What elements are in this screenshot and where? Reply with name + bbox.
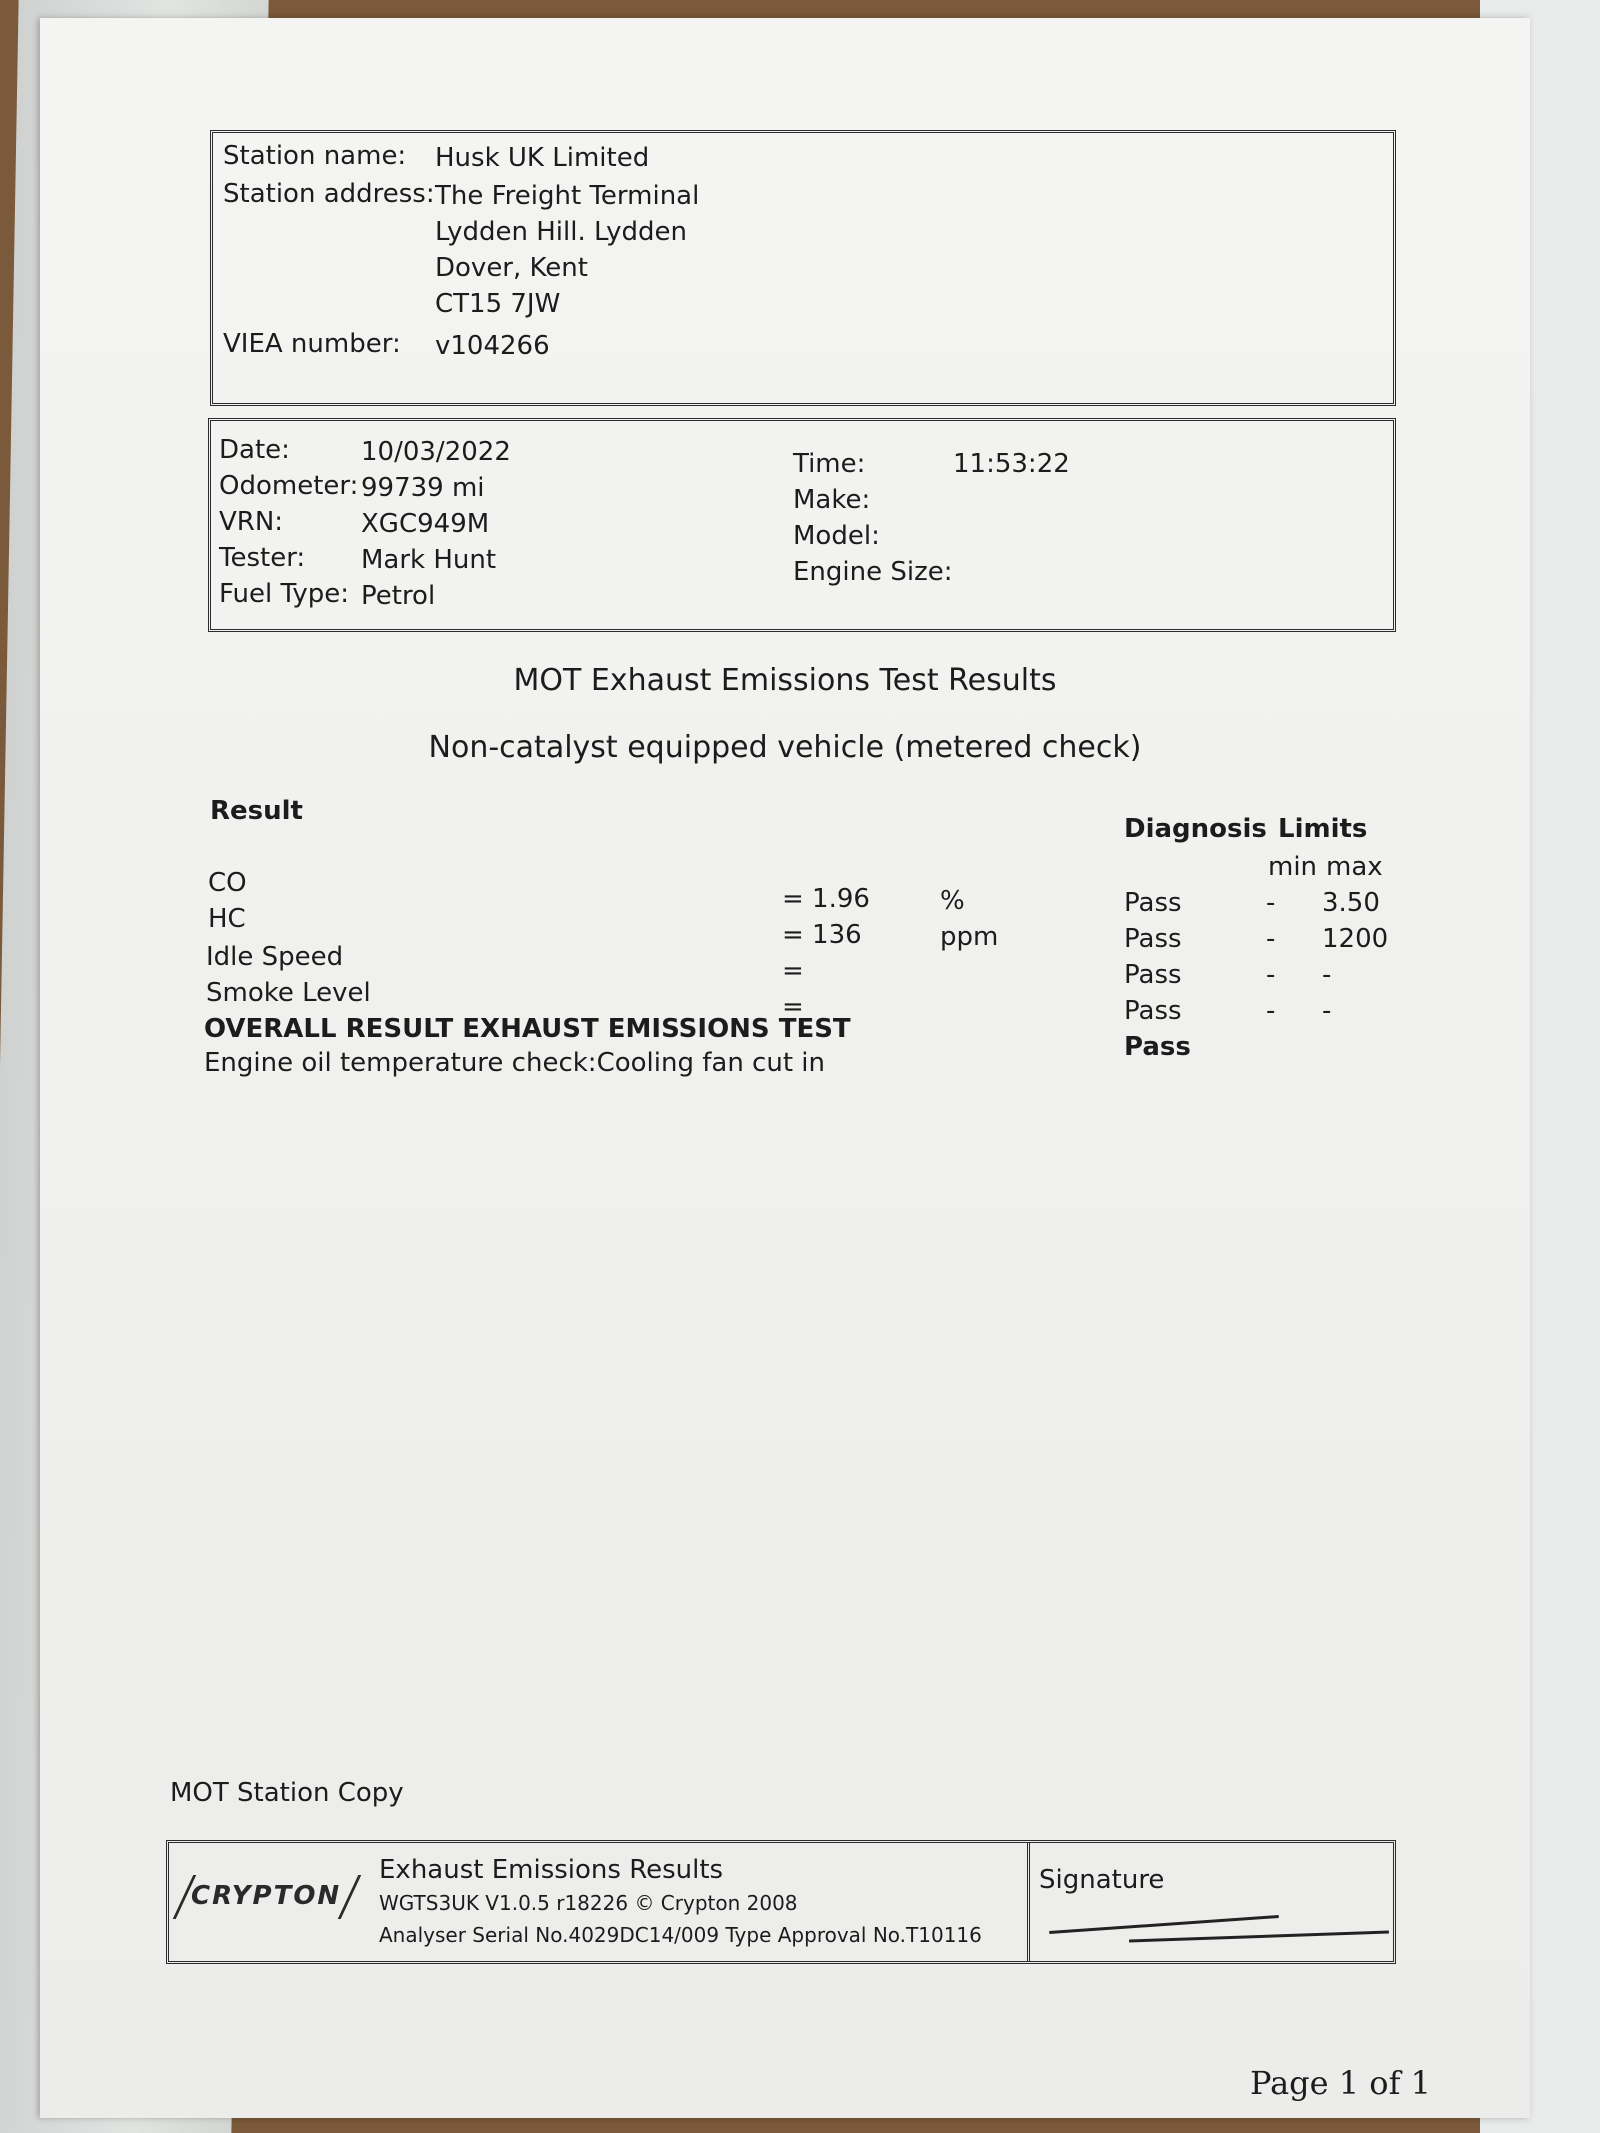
max-header: max [1326, 852, 1383, 882]
footer-box [166, 1840, 1396, 1964]
diagnosis-header: Diagnosis [1124, 814, 1267, 844]
result-value: = 136 [782, 920, 862, 950]
result-name: Smoke Level [206, 978, 371, 1008]
station-box [210, 130, 1396, 406]
overall-result-label: OVERALL RESULT EXHAUST EMISSIONS TEST [204, 1014, 851, 1044]
result-limit-min: - [1266, 996, 1276, 1026]
footer-product-title: Exhaust Emissions Results [379, 1855, 724, 1885]
result-name: HC [208, 904, 246, 934]
vrn-label: VRN: [219, 507, 284, 537]
result-diagnosis: Pass [1124, 924, 1182, 954]
vehicle-box [208, 418, 1396, 632]
station-copy-label: MOT Station Copy [170, 1778, 404, 1808]
viea-number-value: v104266 [435, 331, 550, 361]
viea-number-label: VIEA number: [223, 329, 401, 359]
time-value: 11:53:22 [953, 449, 1070, 479]
station-address-line: CT15 7JW [435, 289, 561, 319]
result-diagnosis: Pass [1124, 960, 1182, 990]
result-unit: % [940, 886, 965, 916]
result-limit-max: - [1322, 960, 1332, 990]
result-diagnosis: Pass [1124, 888, 1182, 918]
overall-result-value: Pass [1124, 1032, 1191, 1062]
station-address-label: Station address: [223, 179, 435, 209]
signature-mark [1049, 1915, 1279, 1934]
document-title: MOT Exhaust Emissions Test Results [513, 663, 1057, 698]
signature-label: Signature [1039, 1865, 1165, 1895]
engine-size-label: Engine Size: [793, 557, 953, 587]
signature-mark [1129, 1930, 1389, 1942]
result-name: CO [208, 868, 247, 898]
result-limit-min: - [1266, 924, 1276, 954]
station-name-label: Station name: [223, 141, 407, 171]
engine-oil-note: Engine oil temperature check:Cooling fan cut in [204, 1048, 825, 1078]
document-subtitle: Non-catalyst equipped vehicle (metered check) [428, 730, 1142, 765]
result-value: = 1.96 [782, 884, 870, 914]
crypton-logo: CRYPTON [191, 1881, 342, 1911]
station-address-line: The Freight Terminal [435, 181, 700, 211]
result-limit-max: 1200 [1322, 924, 1389, 954]
vrn-value: XGC949M [361, 509, 490, 539]
station-name-value: Husk UK Limited [435, 143, 650, 173]
result-header: Result [210, 796, 303, 826]
result-limit-min: - [1266, 888, 1276, 918]
odometer-value: 99739 mi [361, 473, 485, 503]
fuel-type-value: Petrol [361, 581, 436, 611]
document-page [40, 18, 1530, 2118]
footer-serial-line: Analyser Serial No.4029DC14/009 Type Approval No.T10116 [379, 1923, 982, 1947]
station-address-line: Lydden Hill. Lydden [435, 217, 687, 247]
result-limit-max: - [1322, 996, 1332, 1026]
time-label: Time: [793, 449, 866, 479]
station-address-line: Dover, Kent [435, 253, 588, 283]
min-header: min [1268, 852, 1318, 882]
result-diagnosis: Pass [1124, 996, 1182, 1026]
result-unit: ppm [940, 922, 999, 952]
result-limit-max: 3.50 [1322, 888, 1380, 918]
result-name: Idle Speed [206, 942, 344, 972]
result-value: = [782, 992, 804, 1022]
page-number: Page 1 of 1 [1250, 2064, 1431, 2102]
date-label: Date: [219, 435, 290, 465]
result-value: = [782, 956, 804, 986]
limits-header: Limits [1278, 814, 1368, 844]
fuel-type-label: Fuel Type: [219, 579, 349, 609]
signature-divider [1027, 1843, 1030, 1961]
model-label: Model: [793, 521, 880, 551]
tester-value: Mark Hunt [361, 545, 497, 575]
date-value: 10/03/2022 [361, 437, 511, 467]
make-label: Make: [793, 485, 871, 515]
footer-version-line: WGTS3UK V1.0.5 r18226 © Crypton 2008 [379, 1891, 798, 1915]
tester-label: Tester: [219, 543, 306, 573]
result-limit-min: - [1266, 960, 1276, 990]
odometer-label: Odometer: [219, 471, 359, 501]
